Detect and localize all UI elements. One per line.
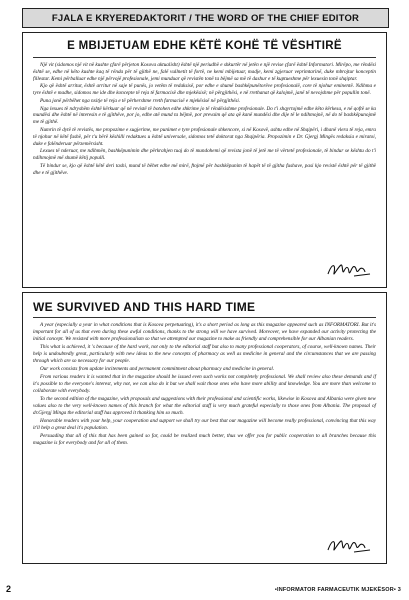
albanian-body [23, 62, 386, 177]
editor-signature [324, 259, 374, 281]
albanian-editorial-box [22, 32, 387, 288]
page-number: 2 [6, 584, 12, 594]
editor-signature [324, 535, 374, 557]
editorial-header-title: FJALA E KRYEREDAKTORIT / THE WORD OF THE CHIEF EDITOR [51, 12, 360, 24]
english-title-rule [33, 317, 376, 318]
english-title: WE SURVIVED AND THIS HARD TIME [33, 300, 256, 314]
english-body [23, 322, 386, 447]
english-paragraph: Our work consists from update incitements and permanent commitment about pharmacy and medicine in general. [40, 366, 275, 373]
albanian-paragraph: Një vit (sidomos një vit në kushte çfarë përjeton Kosova aktualisht) është një periudhë e shkurtër në jetën e një revise çfarë është Informatori. Mirëpo, me rëndësi është se, edhe në këto kushte kaq të rënda për të gjithë ne, falë vullnetit të fortë, ne kemi mbijetuar, madje, kemi zgjeruar veprimtarinë, duke mbrojtur konceptin fillestar. Kemi përballuar edhe një përvojë profesionale, jemi munduar që revistën tonë ta bëjmë sa më të dashur e të kuptueshme për lexuesin tonë shqiptar. [33, 62, 376, 82]
editorial-header [22, 8, 389, 28]
english-paragraph: A year (especially a year in what conditions that is Kosova perpetuating), it's a short period as long as this magazine appeared such as INFORMATORI. But it's important for all of us that even during these awful conditions, thanks to the strong will we have survived. Moreover, we have expanded our activity protecting the initial concept. We resisted with more professionalism so that we attempted our magazine to make as friendly and comprehensible for our Albanian readers. [33, 322, 376, 343]
albanian-paragraph: Puna jonë përbëhet nga nxitje të reja e të përhershme rreth farmacisë e mjekësisë në përgjithësi. [40, 97, 241, 104]
english-paragraph: From various readers it is wanted that in the magazine should be issued even such works not completely professional. We shall review also these demands and if it's possible to the everyone's interest, why not, we can also do it but we shall wait those ones who have more ability and knowledge. You are more than welcome to collaborate with everybody. [33, 373, 376, 395]
albanian-title: E MBIJETUAM EDHE KËTË KOHË TË VËSHTIRË [67, 40, 342, 52]
english-paragraph: Persuading that all of this that has been gained so far, could be realized much better, thus we offer you for public cooperation to all branches because this magazine is for everybody and for all of them. [33, 432, 376, 447]
publication-footer: •INFORMATOR FARMACEUTIK MJEKËSOR• 3 [274, 587, 401, 593]
albanian-paragraph: Numrin të dytë të revistës, me propozime e sugjerime, me punimet e tyre profesionale shkencore, si në Kosovë, ashtu edhe në Shqipëri, i dhanë vlera të reja, emra të njohur në këtë fushë, për t'u bërë këshilli redaktues u është universale, sidomos tetë doktorat nga Shqipëria. Propozimin e Dr. Gjergj Mingës redaksia e miratoi, duke e falënderuar përzemërsisht. [33, 126, 376, 147]
albanian-paragraph: Lexues të nderuar, me ndihmën, bashkëpunimin dhe përkrahjen tuaj do të mundohemi që revista jonë të jetë me të vërtetë profesionale, të bindur se kështu do t'i ndihmojmë më shumë këtij populli. [33, 148, 376, 162]
albanian-paragraph: Kjo që është arritur, është arritur në saje të punës, jo vetëm të redaksisë, por edhe e shumë bashkëpunëtorëve profesionalë, core të njohur eminentë. Ndihma e tyre është e madhe, sidomos me ide dhe koncepte të reja të farmacisë dhe mjekësisë; në përgjithësi, e në rrethanat që kalojmë, janë të nevojshme për popullin tonë. [33, 83, 376, 97]
albanian-paragraph: Nga lexues të ndryshëm është kërkuar që në revistë të botohen edhe shkrime jo të rëndësishme profesionale. Do t'i shqyrtojmë edhe këto kërkesa, e në qoftë se ka mundësi dhe është në interesin e të gjithëve, por jo, edhe atë mund ta bëjmë, por prevaim që ata që kanë mundësi dhe dije të le ndihmojnë, në do të bashkëpunojmë me të gjithë. [33, 105, 376, 126]
english-editorial-box [22, 292, 387, 564]
albanian-paragraph: Të bindur se, kjo që është këtë deri tashi, mund të bëhet edhe më mirë, ftojmë për bashkëpunim të hapët të të gjitha fushave, pasi kjo revistë është për të gjithë dhe e të gjithëve. [33, 162, 376, 176]
albanian-title-rule [33, 57, 376, 58]
english-paragraph: This what is achieved, it 's because of the hard work, not only to the editorial staff but also to many professional cooperators, of course, well-known names. Their help is undoubtedly great, particularly with new ideas to the new concepts of pharmacy as well as medicine in general and the circumstances that we are passing through which are so necessary for our people. [33, 344, 376, 365]
english-paragraph: Honorable readers with your help, your cooperation and support we shall try our best that our magazine will become really professional, convincing that this way it'll help a great deal it's population. [33, 418, 376, 432]
english-paragraph: To the second edition of the magazine, with proposals and suggestions with their professional and scientific works, likewise in Kosova and Albania were given new values also to the very well-known names of this branch for what the editorial staff is very much grateful especially to those ones from Albania. The proposal of dr.Gjergj Minga the editorial staff has approved it thanking him so much. [33, 395, 376, 417]
